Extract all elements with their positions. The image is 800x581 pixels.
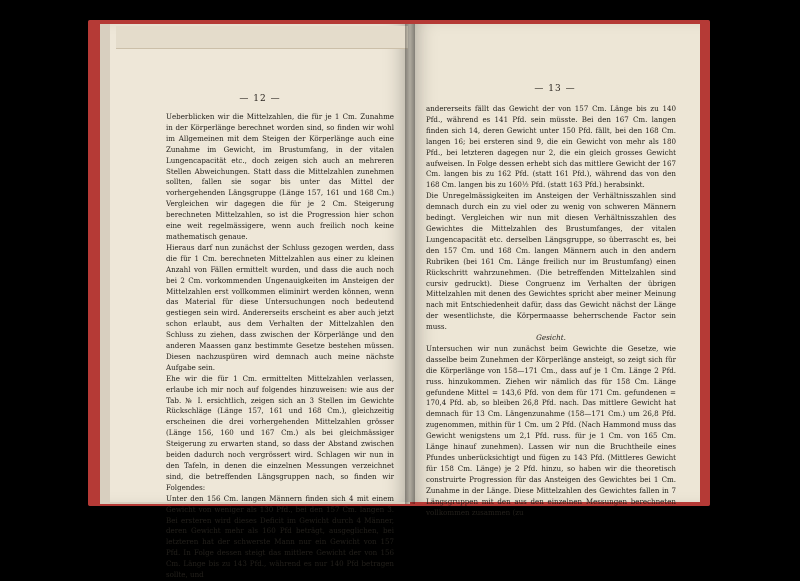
book-gutter bbox=[405, 24, 415, 504]
right-page bbox=[410, 24, 700, 517]
right-text-after: Untersuchen wir nun zunächst beim Gewichte die Gesetze, wie dasselbe beim Zunehmen der Körperlänge ansteigt, so zeigt sich für die Körperlänge von 158—171 Cm., dass auf je 1 Cm. Länge 2 Pfd. russ. hinzukommen. Ziehen wir nämlich das für 158 Cm. Länge gefundene Mittel = 143,6 Pfd. von dem für 171 Cm. gefundenen = 170,4 Pfd. ab, so bleiben 26,8 Pfd. nach. Das mittlere Gewicht hat demnach für 13 Cm. Längenzunahme (158—171 Cm.) um 26,8 Pfd. zugenommen, mithin für 1 Cm. um 2 Pfd. (Nach Hammond muss das Gewicht wenigstens um 2,1 Pfd. russ. für je 1 Cm. von 165 Cm. Länge hinauf zunehmen). Lassen wir nun die Bruchtheile eines Pfundes unberücksichtigt und fügen zu 143 Pfd. (Mittleres Gewicht für 158 Cm. Länge) je 2 Pfd. hinzu, so haben wir die theoretisch construirte Progression für das Ansteigen des Gewichtes bei 1 Cm. Zunahme in der Länge. Diese Mittelzahlen des Gewichtes fallen in 7 Längsgruppen mit den aus den einzelnen Messungen berechneten vollkommen zusammen (zu bbox=[426, 343, 676, 517]
right-page-text bbox=[426, 104, 676, 518]
section-heading: Gesicht. bbox=[536, 333, 566, 343]
top-flap bbox=[116, 26, 408, 49]
left-page bbox=[110, 24, 410, 580]
right-page-number: — 13 — bbox=[534, 84, 576, 94]
left-page-number: — 12 — bbox=[239, 94, 281, 104]
left-page-text: Ueberblicken wir die Mittelzahlen, die für je 1 Cm. Zunahme in der Körperlänge berechnet worden sind, so finden wir wohl im Allgemeinen mit dem Steigen der Körperlänge auch eine Zunahme im Gewicht, im Brustumfang, in der vitalen Lungencapacität etc., doch zeigen sich auch an mehreren Stellen Abweichungen. Statt dass die Mittelzahlen zunehmen sollten, fallen sie sogar bis unter das Mittel der vorhergehenden Längsgruppe (Länge 157, 161 und 168 Cm.) Vergleichen wir dagegen die für je 2 Cm. Steigerung berechneten Mittelzahlen, so ist die Progression hier schon eine weit regelmässigere, wenn auch freilich noch keine mathematisch genaue. Hieraus darf nun zunächst der Schluss gezogen werden, dass die für 1 Cm. berechneten Mittelzahlen aus einer zu kleinen Anzahl von Fällen ermittelt wurden, und dass die auch noch bei 2 Cm. vorkommenden Ungenauigkeiten im Ansteigen der Mittelzahlen erst vollkommen eliminirt werden können, wenn das Material für diese Untersuchungen noch bedeutend gestiegen sein wird. Andererseits erscheint es aber auch jetzt schon erlaubt, aus dem Verhalten der Mittelzahlen den Schluss zu ziehen, dass zwischen der Körperlänge und den anderen Maassen ganz bestimmte Gesetze bestehen müssen. Diesen nachzuspüren wird demnach auch meine nächste Aufgabe sein. Ehe wir die für 1 Cm. ermittelten Mittelzahlen verlassen, erlaube ich mir noch auf folgendes hinzuweisen: wie aus der Tab. № I. ersichtlich, zeigen sich an 3 Stellen im Gewichte Rückschläge (Länge 157, 161 und 168 Cm.), gleichzeitig erscheinen die drei vorhergehenden Mittelzahlen grösser (Länge 156, 160 und 167 Cm.) als bei gleichmässiger Steigerung zu erwarten stand, so dass der Abstand zwischen beiden dadurch noch vergrössert wird. Schlagen wir nun in den Tafeln, in denen die einzelnen Messungen verzeichnet sind, die betreffenden Längsgruppen nach, so finden wir Folgendes: Unter den 156 Cm. langen Männern finden sich 4 mit einem Gewicht von weniger als 130 Pfd., bei den 157 Cm. langen 3. Bei ersteren wird dieses Deficit im Gewicht durch 4 Männer, deren Gewicht mehr als 160 Pfd beträgt, ausgeglichen, bei letzteren hat der schwerste Mann nur ein Gewicht von 157 Pfd. In Folge dessen steigt das mittlere Gewicht der von 156 Cm. Länge bis zu 143 Pfd., während es nur 140 Pfd betragen sollte, und bbox=[166, 112, 394, 580]
right-text-before: andererseits fällt das Gewicht der von 157 Cm. Länge bis zu 140 Pfd., während es 141 Pfd. sein müsste. Bei den 167 Cm. langen finden sich 14, deren Gewicht unter 150 Pfd. fällt, bei den 168 Cm. langen 16; bei ersteren sind 9, die ein Gewicht von mehr als 180 Pfd., bei letzteren dagegen nur 2, die ein gleich grosses Gewicht aufweisen. In Folge dessen erhebt sich das mittlere Gewicht der 167 Cm. langen bis zu 162 Pfd. (statt 161 Pfd.), während das von den 168 Cm. langen bis zu 160½ Pfd. (statt 163 Pfd.) herabsinkt. Die Unregelmässigkeiten im Ansteigen der Verhältnisszahlen sind demnach durch ein zu viel oder zu wenig von schweren Männern bedingt. Vergleichen wir nun mit diesen Verhältnisszahlen des Gewichtes die Mittelzahlen des Brustumfanges, der vitalen Lungencapacität etc. derselben Längsgruppe, so überrascht es, bei den 157 Cm. und 168 Cm. langen Männern auch in den andern Rubriken (bei 161 Cm. Länge freilich nur im Brustumfang) einen Rückschritt wahrzunehmen. (Die betreffenden Mittelzahlen sind cursiv gedruckt). Diese Congruenz im Verhalten der übrigen Mittelzahlen mit denen des Gewichtes spricht aber meiner Meinung nach mit Entschiedenheit dafür, dass das Gewicht nächst der Länge der wesentlichste, die Körpermaasse beherrschende Factor sein muss. bbox=[426, 104, 676, 332]
